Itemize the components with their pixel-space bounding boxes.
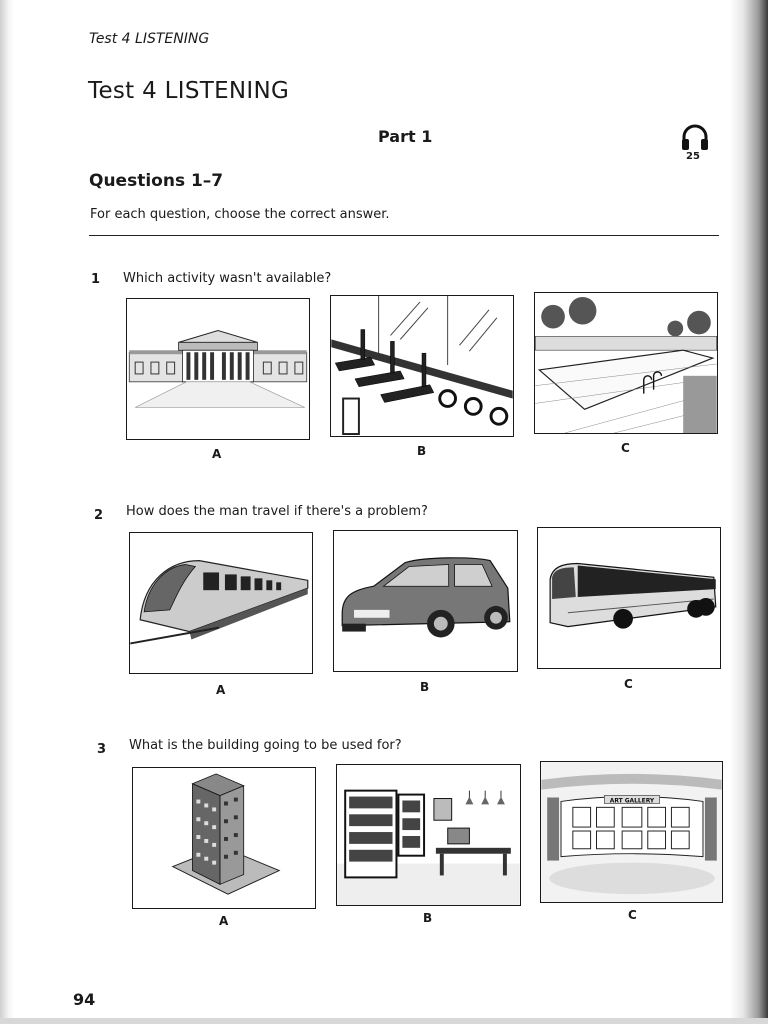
option-letter: B xyxy=(417,444,427,458)
option-picture-museum[interactable] xyxy=(126,298,310,440)
instruction-text: For each question, choose the correct answer. xyxy=(90,207,390,222)
running-head: Test 4 LISTENING xyxy=(89,31,210,47)
page-edge-bottom xyxy=(0,1018,768,1024)
question-number: 2 xyxy=(94,508,104,523)
option-picture-coach[interactable] xyxy=(537,527,721,669)
library-office-illustration xyxy=(337,765,520,905)
option-letter: C xyxy=(621,441,630,455)
art-gallery-illustration xyxy=(541,762,722,902)
audio-track-number: 25 xyxy=(686,151,700,162)
page-title: Test 4 LISTENING xyxy=(88,78,290,104)
train-illustration xyxy=(130,533,312,673)
car-illustration xyxy=(334,531,517,671)
option-picture-apartment-block[interactable] xyxy=(132,767,316,909)
option-picture-art-gallery[interactable] xyxy=(540,761,723,903)
option-letter: A xyxy=(219,914,229,928)
art-gallery-sign: ART GALLERY xyxy=(609,798,655,805)
gym-equipment-illustration xyxy=(331,296,513,436)
museum-building-illustration xyxy=(127,299,309,439)
question-text: How does the man travel if there's a problem? xyxy=(126,504,428,519)
option-letter: C xyxy=(624,677,633,691)
question-number: 1 xyxy=(91,272,101,287)
divider xyxy=(89,235,719,236)
swimming-pool-illustration xyxy=(535,293,717,433)
option-letter: A xyxy=(212,447,222,461)
option-letter: A xyxy=(216,683,226,697)
apartment-block-illustration xyxy=(133,768,315,908)
option-picture-pool[interactable] xyxy=(534,292,718,434)
question-text: What is the building going to be used for? xyxy=(129,738,402,753)
option-letter: C xyxy=(628,908,637,922)
question-text: Which activity wasn't available? xyxy=(123,271,332,286)
part-label: Part 1 xyxy=(378,127,433,146)
page-edge-left xyxy=(0,0,14,1024)
section-title: Questions 1–7 xyxy=(89,171,224,191)
option-picture-train[interactable] xyxy=(129,532,313,674)
question-number: 3 xyxy=(97,742,107,757)
option-picture-gym[interactable] xyxy=(330,295,514,437)
option-picture-car[interactable] xyxy=(333,530,518,672)
book-spine-shadow xyxy=(730,0,768,1024)
page-number: 94 xyxy=(73,990,96,1009)
option-picture-library-office[interactable] xyxy=(336,764,521,906)
coach-illustration xyxy=(538,528,720,668)
option-letter: B xyxy=(423,911,433,925)
option-letter: B xyxy=(420,680,430,694)
